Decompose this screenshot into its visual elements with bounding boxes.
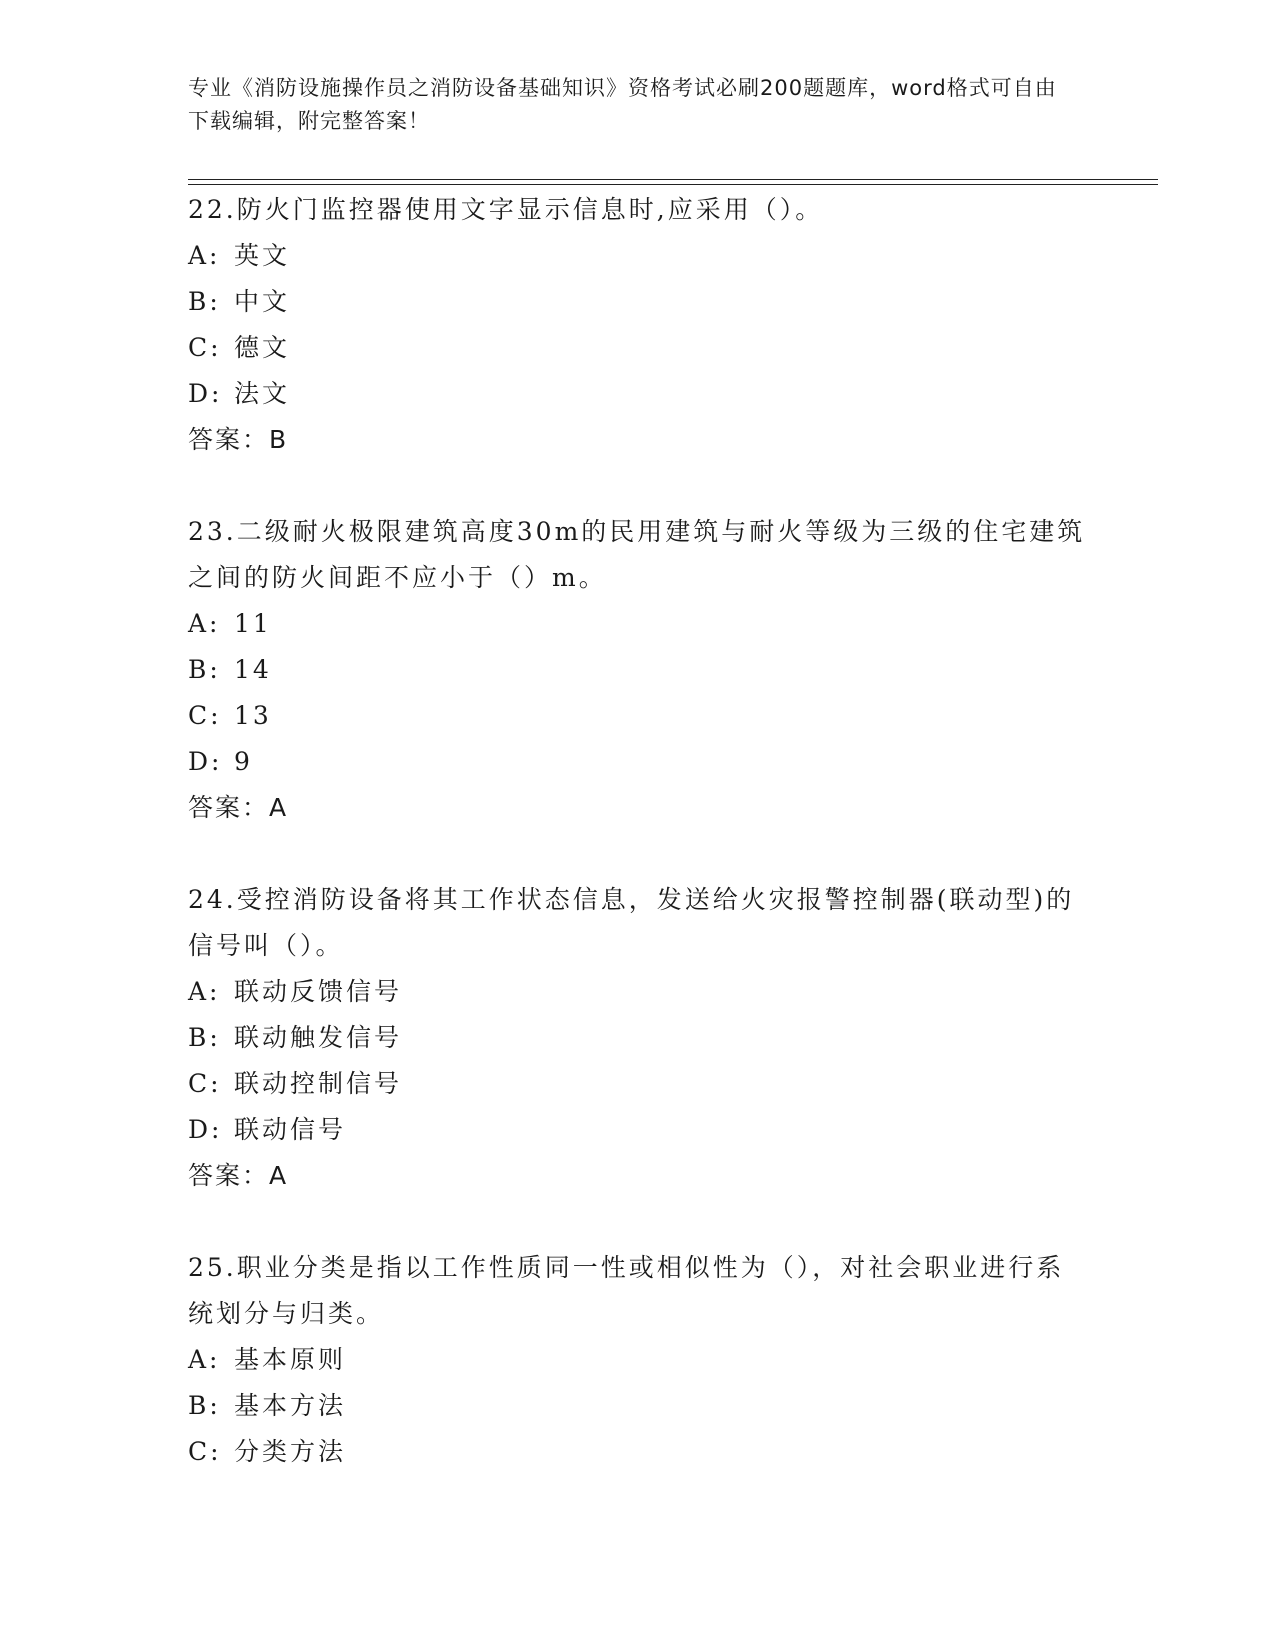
question-stem: 25.职业分类是指以工作性质同一性或相似性为（），对社会职业进行系统划分与归类。 xyxy=(188,1253,1065,1328)
option-text: 法文 xyxy=(234,379,291,408)
option-d xyxy=(188,371,1088,417)
question-stem: 23.二级耐火极限建筑高度30m的民用建筑与耐火等级为三级的住宅建筑之间的防火间距不应小于（）m。 xyxy=(188,517,1086,592)
option-a xyxy=(188,1337,1088,1383)
answer-line xyxy=(188,1153,1088,1199)
question-stem: 24.受控消防设备将其工作状态信息，发送给火灾报警控制器(联动型)的信号叫（）。 xyxy=(188,885,1075,960)
option-b xyxy=(188,647,1088,693)
question-23 xyxy=(188,509,1088,831)
option-c xyxy=(188,1061,1088,1107)
option-text: 9 xyxy=(234,747,253,776)
option-d xyxy=(188,739,1088,785)
option-text: 11 xyxy=(234,609,272,638)
option-c xyxy=(188,1429,1088,1475)
answer-value: A xyxy=(269,793,289,822)
option-letter: C: xyxy=(188,333,222,362)
option-a xyxy=(188,233,1088,279)
option-text: 13 xyxy=(234,701,272,730)
option-c xyxy=(188,325,1088,371)
question-22 xyxy=(188,187,1088,463)
answer-label: 答案： xyxy=(188,793,270,822)
option-text: 德文 xyxy=(234,333,291,362)
option-text: 分类方法 xyxy=(234,1437,347,1466)
option-c xyxy=(188,693,1088,739)
option-b xyxy=(188,1383,1088,1429)
option-letter: D: xyxy=(188,747,223,776)
option-a xyxy=(188,969,1088,1015)
option-letter: D: xyxy=(188,1115,223,1144)
header-divider-bottom xyxy=(188,184,1158,185)
document-header: 专业《消防设施操作员之消防设备基础知识》资格考试必刷200题题库，word格式可自由下载编辑，附完整答案！ xyxy=(188,76,1057,133)
option-letter: C: xyxy=(188,1437,222,1466)
question-list xyxy=(188,187,1088,1521)
option-text: 14 xyxy=(234,655,272,684)
option-letter: B: xyxy=(188,1023,221,1052)
option-letter: B: xyxy=(188,287,221,316)
option-d xyxy=(188,1107,1088,1153)
option-text: 联动反馈信号 xyxy=(234,977,403,1006)
question-25 xyxy=(188,1245,1088,1475)
option-text: 联动控制信号 xyxy=(234,1069,403,1098)
option-letter: A: xyxy=(188,977,221,1006)
answer-label: 答案： xyxy=(188,1161,270,1190)
option-letter: B: xyxy=(188,1391,221,1420)
header-divider-top xyxy=(188,179,1158,180)
option-b xyxy=(188,1015,1088,1061)
answer-label: 答案： xyxy=(188,425,270,454)
question-stem: 22.防火门监控器使用文字显示信息时,应采用（）。 xyxy=(188,195,824,224)
question-24 xyxy=(188,877,1088,1199)
option-letter: C: xyxy=(188,701,222,730)
answer-value: A xyxy=(269,1161,289,1190)
option-text: 英文 xyxy=(234,241,291,270)
option-text: 联动触发信号 xyxy=(234,1023,403,1052)
option-text: 基本方法 xyxy=(234,1391,347,1420)
option-letter: B: xyxy=(188,655,221,684)
option-letter: A: xyxy=(188,241,221,270)
answer-line xyxy=(188,417,1088,463)
option-text: 联动信号 xyxy=(234,1115,347,1144)
option-text: 中文 xyxy=(234,287,291,316)
option-a xyxy=(188,601,1088,647)
option-letter: C: xyxy=(188,1069,222,1098)
option-letter: D: xyxy=(188,379,223,408)
option-letter: A: xyxy=(188,609,221,638)
answer-line xyxy=(188,785,1088,831)
answer-value: B xyxy=(269,425,289,454)
option-text: 基本原则 xyxy=(234,1345,347,1374)
option-b xyxy=(188,279,1088,325)
option-letter: A: xyxy=(188,1345,221,1374)
